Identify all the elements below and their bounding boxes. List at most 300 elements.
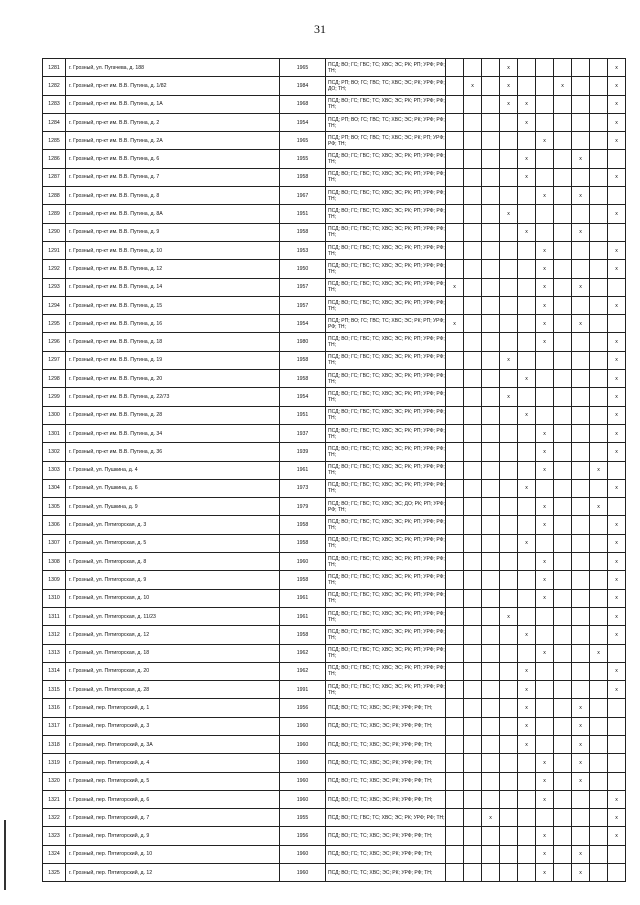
mark-cell: x: [608, 260, 626, 278]
year-cell: 1951: [280, 205, 326, 223]
mark-cell: [500, 790, 518, 808]
mark-cell: x: [608, 205, 626, 223]
mark-cell: [554, 443, 572, 461]
table-row: [43, 772, 626, 790]
mark-cell: [590, 662, 608, 680]
systems-cell: ПСД; ВО; ГС; ГВС; ТС; ХВС; ЭС; РК; РП; УРФ; РФ; ТН;: [326, 351, 446, 369]
mark-cell: [464, 681, 482, 699]
mark-cell: x: [608, 77, 626, 95]
year-cell: 1958: [280, 351, 326, 369]
mark-cell: x: [518, 717, 536, 735]
mark-cell: [482, 424, 500, 442]
mark-cell: [482, 370, 500, 388]
row-number: 1324: [43, 845, 66, 863]
row-number: 1295: [43, 315, 66, 333]
year-cell: 1953: [280, 241, 326, 259]
systems-cell: ПСД; ВО; ГС; ГВС; ТС; ХВС; ЭС; РК; РП; УРФ; РФ; ТН;: [326, 461, 446, 479]
address-cell: г. Грозный, пр-кт им. В.В. Путина, д. 19: [66, 351, 280, 369]
mark-cell: [572, 534, 590, 552]
address-cell: г. Грозный, пр-кт им. В.В. Путина, д. 2А: [66, 132, 280, 150]
mark-cell: [554, 333, 572, 351]
year-cell: 1937: [280, 424, 326, 442]
address-cell: г. Грозный, пр-кт им. В.В. Путина, д. 12: [66, 260, 280, 278]
mark-cell: x: [536, 260, 554, 278]
mark-cell: [482, 132, 500, 150]
mark-cell: [518, 187, 536, 205]
mark-cell: [500, 187, 518, 205]
year-cell: 1961: [280, 607, 326, 625]
mark-cell: [464, 498, 482, 516]
mark-cell: x: [518, 699, 536, 717]
mark-cell: [482, 95, 500, 113]
mark-cell: x: [518, 662, 536, 680]
address-cell: г. Грозный, пер. Пятигорский, д. 3: [66, 717, 280, 735]
address-cell: г. Грозный, ул. Пятигорская, д. 28: [66, 681, 280, 699]
mark-cell: x: [518, 681, 536, 699]
mark-cell: [518, 772, 536, 790]
table-row: [43, 864, 626, 882]
mark-cell: [590, 113, 608, 131]
mark-cell: [464, 406, 482, 424]
mark-cell: [482, 333, 500, 351]
mark-cell: [590, 534, 608, 552]
mark-cell: [446, 553, 464, 571]
table-row: [43, 241, 626, 259]
mark-cell: x: [536, 424, 554, 442]
mark-cell: x: [608, 790, 626, 808]
mark-cell: [482, 772, 500, 790]
mark-cell: [482, 699, 500, 717]
table-row: [43, 699, 626, 717]
mark-cell: x: [518, 168, 536, 186]
systems-cell: ПСД; ВО; ГС; ГВС; ТС; ХВС; ЭС; РК; РП; УРФ; РФ; ТН;: [326, 241, 446, 259]
mark-cell: [554, 717, 572, 735]
mark-cell: [500, 864, 518, 882]
mark-cell: [482, 150, 500, 168]
mark-cell: [608, 644, 626, 662]
mark-cell: [500, 260, 518, 278]
mark-cell: [590, 607, 608, 625]
mark-cell: [482, 644, 500, 662]
mark-cell: [536, 77, 554, 95]
mark-cell: [536, 809, 554, 827]
row-number: 1290: [43, 223, 66, 241]
mark-cell: x: [446, 315, 464, 333]
mark-cell: [608, 754, 626, 772]
systems-cell: ПСД; ВО; ГС; ГВС; ТС; ХВС; ЭС; РК; РП; УРФ; РФ; ТН;: [326, 662, 446, 680]
systems-cell: ПСД; ВО; ГС; ГВС; ТС; ХВС; ЭС; РК; РП; УРФ; РФ; ТН;: [326, 388, 446, 406]
table-row: [43, 77, 626, 95]
year-cell: 1958: [280, 626, 326, 644]
mark-cell: [464, 644, 482, 662]
mark-cell: x: [536, 827, 554, 845]
mark-cell: [554, 589, 572, 607]
table-row: [43, 260, 626, 278]
mark-cell: [446, 864, 464, 882]
mark-cell: [536, 681, 554, 699]
mark-cell: [446, 607, 464, 625]
mark-cell: [572, 443, 590, 461]
table-row: [43, 132, 626, 150]
year-cell: 1958: [280, 534, 326, 552]
year-cell: 1973: [280, 479, 326, 497]
mark-cell: [446, 59, 464, 77]
table-row: [43, 150, 626, 168]
row-number: 1283: [43, 95, 66, 113]
mark-cell: x: [572, 845, 590, 863]
address-cell: г. Грозный, ул. Пятигорская, д. 9: [66, 571, 280, 589]
table-row: [43, 388, 626, 406]
year-cell: 1958: [280, 370, 326, 388]
row-number: 1281: [43, 59, 66, 77]
address-cell: г. Грозный, пр-кт им. В.В. Путина, д. 20: [66, 370, 280, 388]
mark-cell: [590, 406, 608, 424]
table-row: [43, 461, 626, 479]
year-cell: 1960: [280, 864, 326, 882]
mark-cell: [608, 150, 626, 168]
mark-cell: [554, 754, 572, 772]
systems-cell: ПСД; ВО; ГС; ГВС; ТС; ХВС; ЭС; РК; РП; УРФ; РФ; ТН;: [326, 333, 446, 351]
systems-cell: ПСД; ВО; ГС; ТС; ХВС; ЭС; РК; УРФ; РФ; ТН;: [326, 699, 446, 717]
mark-cell: [608, 187, 626, 205]
mark-cell: [518, 864, 536, 882]
mark-cell: [554, 95, 572, 113]
mark-cell: x: [536, 772, 554, 790]
address-cell: г. Грозный, пр-кт им. В.В. Путина, д. 1/82: [66, 77, 280, 95]
mark-cell: [446, 809, 464, 827]
address-cell: г. Грозный, пер. Пятигорский, д. 3А: [66, 735, 280, 753]
year-cell: 1956: [280, 827, 326, 845]
mark-cell: [482, 845, 500, 863]
mark-cell: [554, 571, 572, 589]
mark-cell: [572, 644, 590, 662]
mark-cell: [500, 223, 518, 241]
mark-cell: [554, 845, 572, 863]
mark-cell: [572, 516, 590, 534]
mark-cell: [590, 351, 608, 369]
row-number: 1319: [43, 754, 66, 772]
mark-cell: [482, 260, 500, 278]
systems-cell: ПСД; ВО; ГС; ГВС; ТС; ХВС; ЭС; РК; РП; УРФ; РФ; ТН;: [326, 534, 446, 552]
mark-cell: [518, 388, 536, 406]
mark-cell: [518, 589, 536, 607]
mark-cell: x: [536, 589, 554, 607]
mark-cell: x: [572, 717, 590, 735]
mark-cell: x: [608, 168, 626, 186]
mark-cell: [464, 150, 482, 168]
mark-cell: [500, 699, 518, 717]
margin-line: [4, 820, 6, 890]
mark-cell: [446, 461, 464, 479]
mark-cell: [464, 662, 482, 680]
mark-cell: [536, 717, 554, 735]
address-cell: г. Грозный, пр-кт им. В.В. Путина, д. 34: [66, 424, 280, 442]
mark-cell: [464, 296, 482, 314]
mark-cell: [572, 479, 590, 497]
mark-cell: [536, 95, 554, 113]
systems-cell: ПСД; ВО; ГС; ТС; ХВС; ЭС; РК; УРФ; РФ; ТН;: [326, 845, 446, 863]
table-row: [43, 113, 626, 131]
mark-cell: x: [536, 187, 554, 205]
mark-cell: [590, 681, 608, 699]
row-number: 1285: [43, 132, 66, 150]
mark-cell: [500, 644, 518, 662]
mark-cell: [590, 754, 608, 772]
mark-cell: x: [518, 626, 536, 644]
mark-cell: [482, 790, 500, 808]
address-cell: г. Грозный, пр-кт им. В.В. Путина, д. 2: [66, 113, 280, 131]
mark-cell: [464, 553, 482, 571]
address-cell: г. Грозный, ул. Пушкина, д. 9: [66, 498, 280, 516]
mark-cell: x: [608, 333, 626, 351]
mark-cell: [554, 644, 572, 662]
mark-cell: [572, 113, 590, 131]
mark-cell: [590, 845, 608, 863]
mark-cell: [500, 772, 518, 790]
address-cell: г. Грозный, пр-кт им. В.В. Путина, д. 8А: [66, 205, 280, 223]
mark-cell: x: [572, 315, 590, 333]
mark-cell: [464, 113, 482, 131]
mark-cell: x: [590, 498, 608, 516]
systems-cell: ПСД; ВО; ГС; ГВС; ТС; ХВС; ЭС; РК; РП; УРФ; РФ; ТН;: [326, 589, 446, 607]
systems-cell: ПСД; ВО; ГС; ГВС; ТС; ХВС; ЭС; РК; РП; УРФ; РФ; ТН;: [326, 644, 446, 662]
mark-cell: [446, 498, 464, 516]
mark-cell: x: [536, 790, 554, 808]
mark-cell: x: [608, 662, 626, 680]
mark-cell: [482, 662, 500, 680]
mark-cell: [590, 241, 608, 259]
address-cell: г. Грозный, пер. Пятигорский, д. 9: [66, 827, 280, 845]
mark-cell: [446, 241, 464, 259]
mark-cell: x: [536, 443, 554, 461]
mark-cell: [572, 406, 590, 424]
mark-cell: [464, 809, 482, 827]
mark-cell: [518, 790, 536, 808]
table-row: [43, 553, 626, 571]
mark-cell: x: [518, 223, 536, 241]
address-cell: г. Грозный, пер. Пятигорский, д. 12: [66, 864, 280, 882]
year-cell: 1958: [280, 168, 326, 186]
table-row: [43, 516, 626, 534]
mark-cell: [572, 681, 590, 699]
mark-cell: x: [608, 406, 626, 424]
row-number: 1306: [43, 516, 66, 534]
year-cell: 1954: [280, 315, 326, 333]
address-cell: г. Грозный, пер. Пятигорский, д. 4: [66, 754, 280, 772]
row-number: 1287: [43, 168, 66, 186]
mark-cell: [572, 351, 590, 369]
mark-cell: [518, 241, 536, 259]
year-cell: 1962: [280, 644, 326, 662]
mark-cell: x: [608, 95, 626, 113]
mark-cell: [500, 681, 518, 699]
mark-cell: x: [536, 754, 554, 772]
table-row: [43, 333, 626, 351]
mark-cell: [554, 278, 572, 296]
mark-cell: [518, 333, 536, 351]
mark-cell: [482, 626, 500, 644]
mark-cell: x: [608, 132, 626, 150]
row-number: 1305: [43, 498, 66, 516]
mark-cell: [464, 95, 482, 113]
mark-cell: x: [608, 516, 626, 534]
mark-cell: x: [608, 59, 626, 77]
mark-cell: x: [608, 571, 626, 589]
mark-cell: [482, 443, 500, 461]
year-cell: 1968: [280, 95, 326, 113]
systems-cell: ПСД; ВО; ГС; ГВС; ТС; ХВС; ЭС; РК; РП; УРФ; РФ; ТН;: [326, 150, 446, 168]
mark-cell: [518, 424, 536, 442]
mark-cell: [590, 59, 608, 77]
mark-cell: [590, 553, 608, 571]
table-row: [43, 205, 626, 223]
mark-cell: x: [536, 644, 554, 662]
mark-cell: [554, 296, 572, 314]
mark-cell: [500, 498, 518, 516]
mark-cell: [554, 406, 572, 424]
mark-cell: [464, 168, 482, 186]
mark-cell: [446, 424, 464, 442]
mark-cell: [554, 607, 572, 625]
mark-cell: [518, 571, 536, 589]
mark-cell: [554, 772, 572, 790]
address-cell: г. Грозный, пр-кт им. В.В. Путина, д. 7: [66, 168, 280, 186]
row-number: 1311: [43, 607, 66, 625]
mark-cell: [590, 370, 608, 388]
row-number: 1293: [43, 278, 66, 296]
address-cell: г. Грозный, пр-кт им. В.В. Путина, д. 6: [66, 150, 280, 168]
address-cell: г. Грозный, ул. Пятигорская, д. 5: [66, 534, 280, 552]
mark-cell: [554, 864, 572, 882]
year-cell: 1939: [280, 443, 326, 461]
mark-cell: [590, 132, 608, 150]
mark-cell: x: [572, 187, 590, 205]
row-number: 1297: [43, 351, 66, 369]
mark-cell: [518, 443, 536, 461]
systems-cell: ПСД; ВО; ГС; ТС; ХВС; ЭС; РК; УРФ; РФ; ТН;: [326, 827, 446, 845]
mark-cell: [464, 260, 482, 278]
table-row: [43, 351, 626, 369]
mark-cell: [554, 59, 572, 77]
mark-cell: [446, 534, 464, 552]
mark-cell: [554, 205, 572, 223]
mark-cell: [590, 772, 608, 790]
mark-cell: [446, 223, 464, 241]
mark-cell: [554, 132, 572, 150]
systems-cell: ПСД; ВО; ГС; ТС; ХВС; ЭС; РК; УРФ; РФ; ТН;: [326, 864, 446, 882]
mark-cell: [572, 205, 590, 223]
year-cell: 1960: [280, 553, 326, 571]
mark-cell: [608, 699, 626, 717]
row-number: 1291: [43, 241, 66, 259]
row-number: 1313: [43, 644, 66, 662]
year-cell: 1991: [280, 681, 326, 699]
systems-cell: ПСД; ВО; ГС; ТС; ХВС; ЭС; РК; УРФ; РФ; ТН;: [326, 717, 446, 735]
mark-cell: [536, 626, 554, 644]
mark-cell: [572, 77, 590, 95]
address-cell: г. Грозный, пр-кт им. В.В. Путина, д. 8: [66, 187, 280, 205]
systems-cell: ПСД; ВО; ГС; ГВС; ТС; ХВС; ЭС; РК; РП; УРФ; РФ; ТН;: [326, 168, 446, 186]
mark-cell: [572, 809, 590, 827]
mark-cell: x: [572, 754, 590, 772]
table-body: [43, 59, 626, 882]
address-cell: г. Грозный, ул. Пятигорская, д. 3: [66, 516, 280, 534]
mark-cell: [482, 223, 500, 241]
mark-cell: [518, 754, 536, 772]
mark-cell: [554, 315, 572, 333]
row-number: 1284: [43, 113, 66, 131]
mark-cell: x: [500, 607, 518, 625]
mark-cell: [590, 278, 608, 296]
row-number: 1298: [43, 370, 66, 388]
address-cell: г. Грозный, пр-кт им. В.В. Путина, д. 14: [66, 278, 280, 296]
mark-cell: [518, 516, 536, 534]
address-cell: г. Грозный, пр-кт им. В.В. Путина, д. 10: [66, 241, 280, 259]
mark-cell: [500, 150, 518, 168]
mark-cell: x: [608, 809, 626, 827]
row-number: 1294: [43, 296, 66, 314]
systems-cell: ПСД; ВО; ГС; ГВС; ТС; ХВС; ЭС; РК; РП; УРФ; РФ; ТН;: [326, 260, 446, 278]
address-cell: г. Грозный, ул. Пятигорская, д. 18: [66, 644, 280, 662]
mark-cell: [446, 589, 464, 607]
mark-cell: [608, 315, 626, 333]
table-row: [43, 168, 626, 186]
mark-cell: x: [536, 296, 554, 314]
mark-cell: [518, 827, 536, 845]
page-number: 31: [314, 22, 326, 36]
systems-cell: ПСД; ВО; ГС; ТС; ХВС; ЭС; РК; УРФ; РФ; ТН;: [326, 735, 446, 753]
mark-cell: [518, 845, 536, 863]
systems-cell: ПСД; ВО; ГС; ГВС; ТС; ХВС; ЭС; РК; РП; УРФ; РФ; ТН;: [326, 626, 446, 644]
mark-cell: [518, 205, 536, 223]
mark-cell: [500, 845, 518, 863]
systems-cell: ПСД; ВО; ГС; ГВС; ТС; ХВС; ЭС; РК; РП; УРФ; РФ; ТН;: [326, 607, 446, 625]
year-cell: 1957: [280, 296, 326, 314]
row-number: 1317: [43, 717, 66, 735]
mark-cell: [446, 205, 464, 223]
year-cell: 1962: [280, 662, 326, 680]
mark-cell: x: [608, 607, 626, 625]
mark-cell: x: [590, 644, 608, 662]
row-number: 1312: [43, 626, 66, 644]
table-row: [43, 370, 626, 388]
address-cell: г. Грозный, ул. Пятигорская, д. 8: [66, 553, 280, 571]
mark-cell: [500, 406, 518, 424]
table-row: [43, 534, 626, 552]
systems-cell: ПСД; ВО; ГС; ГВС; ТС; ХВС; ЭС; РК; РП; УРФ; РФ; ТН;: [326, 424, 446, 442]
mark-cell: [500, 553, 518, 571]
mark-cell: x: [536, 571, 554, 589]
mark-cell: [518, 351, 536, 369]
address-cell: г. Грозный, пр-кт им. В.В. Путина, д. 16: [66, 315, 280, 333]
year-cell: 1980: [280, 333, 326, 351]
mark-cell: [446, 662, 464, 680]
row-number: 1288: [43, 187, 66, 205]
mark-cell: [572, 790, 590, 808]
mark-cell: [590, 735, 608, 753]
mark-cell: [464, 187, 482, 205]
year-cell: 1961: [280, 461, 326, 479]
mark-cell: x: [482, 809, 500, 827]
mark-cell: [446, 827, 464, 845]
mark-cell: x: [572, 150, 590, 168]
mark-cell: [590, 571, 608, 589]
mark-cell: [446, 735, 464, 753]
mark-cell: [590, 223, 608, 241]
mark-cell: [536, 607, 554, 625]
year-cell: 1951: [280, 406, 326, 424]
table-row: [43, 571, 626, 589]
